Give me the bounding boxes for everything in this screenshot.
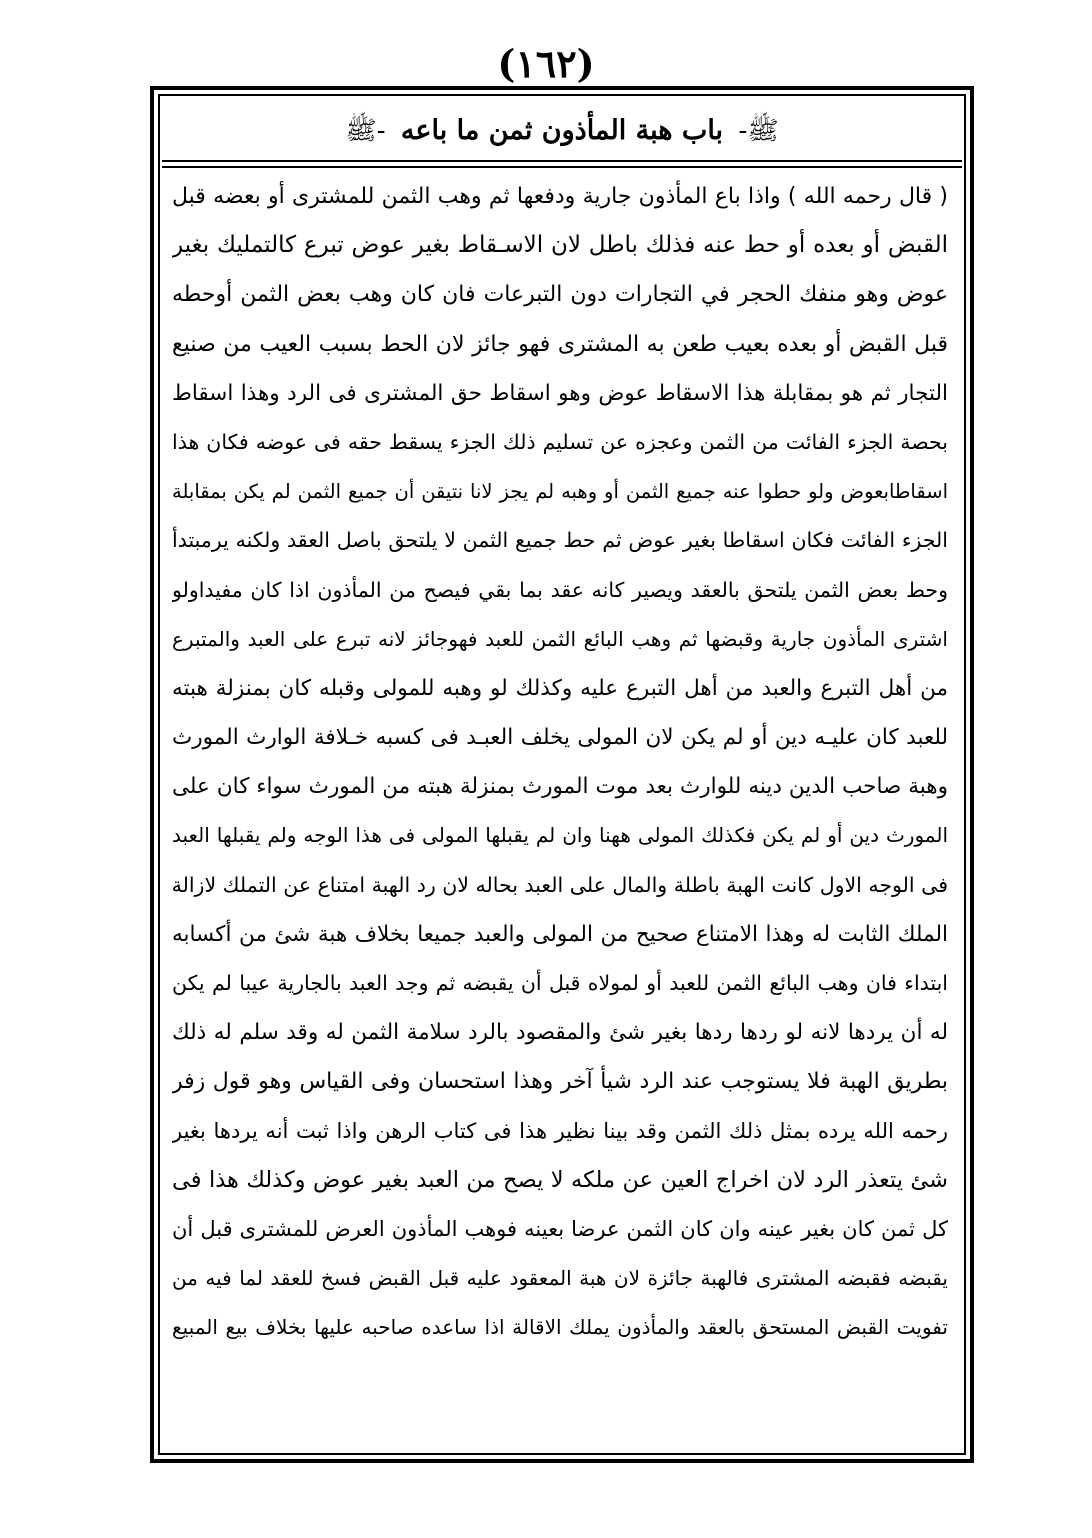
text-line: الجزء الفائت فكان اسقاطا بغير عوض ثم حط جميع الثمن لا يلتحق باصل العقد ولكنه يرمبتدأ	[172, 528, 948, 553]
text-line: له أن يردها لانه لو ردها ردها بغير شئ والمقصود بالرد سلامة الثمن له وقد سلم له ذلك	[172, 1020, 948, 1046]
page-number: (١٦٢)	[497, 41, 595, 86]
text-line: القبض أو بعده أو حط عنه فذلك باطل لان الاسـقاط بغير عوض تبرع كالتمليك بغير	[172, 232, 948, 259]
chapter-heading	[162, 108, 962, 154]
text-line: من أهل التبرع والعبد من أهل التبرع عليه وكذلك لو وهبه للمولى وقبله كان بمنزلة هبته	[172, 675, 948, 701]
text-line: اسقاطابعوض ولو حطوا عنه جميع الثمن أو وهبه لم يجز لانا نتيقن أن جميع الثمن لم يكن بمقابلة	[172, 480, 948, 504]
text-line: فى الوجه الاول كانت الهبة باطلة والمال على العبد بحاله لان رد الهبة امتناع عن التملك لازالة	[172, 872, 948, 897]
text-line: ابتداء فان وهب البائع الثمن للعبد أو لمولاه قبل أن يقبضه ثم وجد العبد بالجارية عيبا لم يكن	[172, 971, 948, 995]
heading-ornament-right: ﷺ-	[738, 116, 779, 146]
text-line: شئ يتعذر الرد لان اخراج العين عن ملكه لا يصح من العبد بغير عوض وكذلك هذا فى	[172, 1166, 948, 1193]
text-line: وحط بعض الثمن يلتحق بالعقد ويصير كانه عقد بما بقي فيصح من المأذون اذا كان مفيداولو	[172, 577, 948, 602]
text-line: المورث دين أو لم يكن فكذلك المولى ههنا وان لم يقبلها المولى فى هذا الوجه ولم يقبلها العبد	[172, 823, 948, 848]
heading-rule-bottom	[162, 166, 962, 168]
text-line: وهبة صاحب الدين دينه للوارث بعد موت المورث بمنزلة هبته من المورث سواء كان على	[172, 774, 948, 800]
text-line: بحصة الجزء الفائت من الثمن وعجزه عن تسليم ذلك الجزء يسقط حقه فى عوضه فكان هذا	[172, 429, 948, 454]
text-line: رحمه الله يرده بمثل ذلك الثمن وقد بينا نظير هذا فى كتاب الرهن واذا ثبت أنه يردها بغير	[172, 1118, 948, 1143]
body-text	[172, 172, 948, 1452]
text-line: للعبد كان عليـه دين أو لم يكن لان المولى يخلف العبـد فى كسبه خـلافة الوارث المورث	[172, 725, 948, 751]
chapter-title: باب هبة المأذون ثمن ما باعه	[400, 115, 724, 146]
heading-rule-top	[162, 160, 962, 162]
heading-ornament-left: -ﷺ	[345, 116, 386, 146]
text-line: اشترى المأذون جارية وقبضها ثم وهب البائع الثمن للعبد فهوجائز لانه تبرع على العبد والمتبرع	[172, 626, 948, 651]
text-line: ( قال رحمه الله ) واذا باع المأذون جارية ودفعها ثم وهب الثمن للمشترى أو بعضه قبل	[172, 184, 948, 209]
text-line: تفويت القبض المستحق بالعقد والمأذون يملك الاقالة اذا ساعده صاحبه عليها بخلاف بيع المبيع	[172, 1315, 948, 1340]
text-line: عوض وهو منفك الحجر في التجارات دون التبرعات فان كان وهب بعض الثمن أوحطه	[172, 282, 948, 308]
text-line: التجار ثم هو بمقابلة هذا الاسقاط عوض وهو اسقاط حق المشترى فى الرد وهذا اسقاط	[172, 380, 948, 406]
text-line: يقبضه فقبضه المشترى فالهبة جائزة لان هبة المعقود عليه قبل القبض فسخ للعقد لما فيه من	[172, 1266, 948, 1291]
text-line: كل ثمن كان بغير عينه وان كان الثمن عرضا بعينه فوهب المأذون العرض للمشترى قبل أن	[172, 1216, 948, 1241]
text-line: الملك الثابت له وهذا الامتناع صحيح من المولى والعبد جميعا بخلاف هبة شئ من أكسابه	[172, 921, 948, 947]
text-line: قبل القبض أو بعده بعيب طعن به المشترى فهو جائز لان الحط بسبب العيب من صنيع	[172, 331, 948, 357]
text-line: بطريق الهبة فلا يستوجب عند الرد شيأ آخر وهذا استحسان وفى القياس وهو قول زفر	[172, 1069, 948, 1095]
